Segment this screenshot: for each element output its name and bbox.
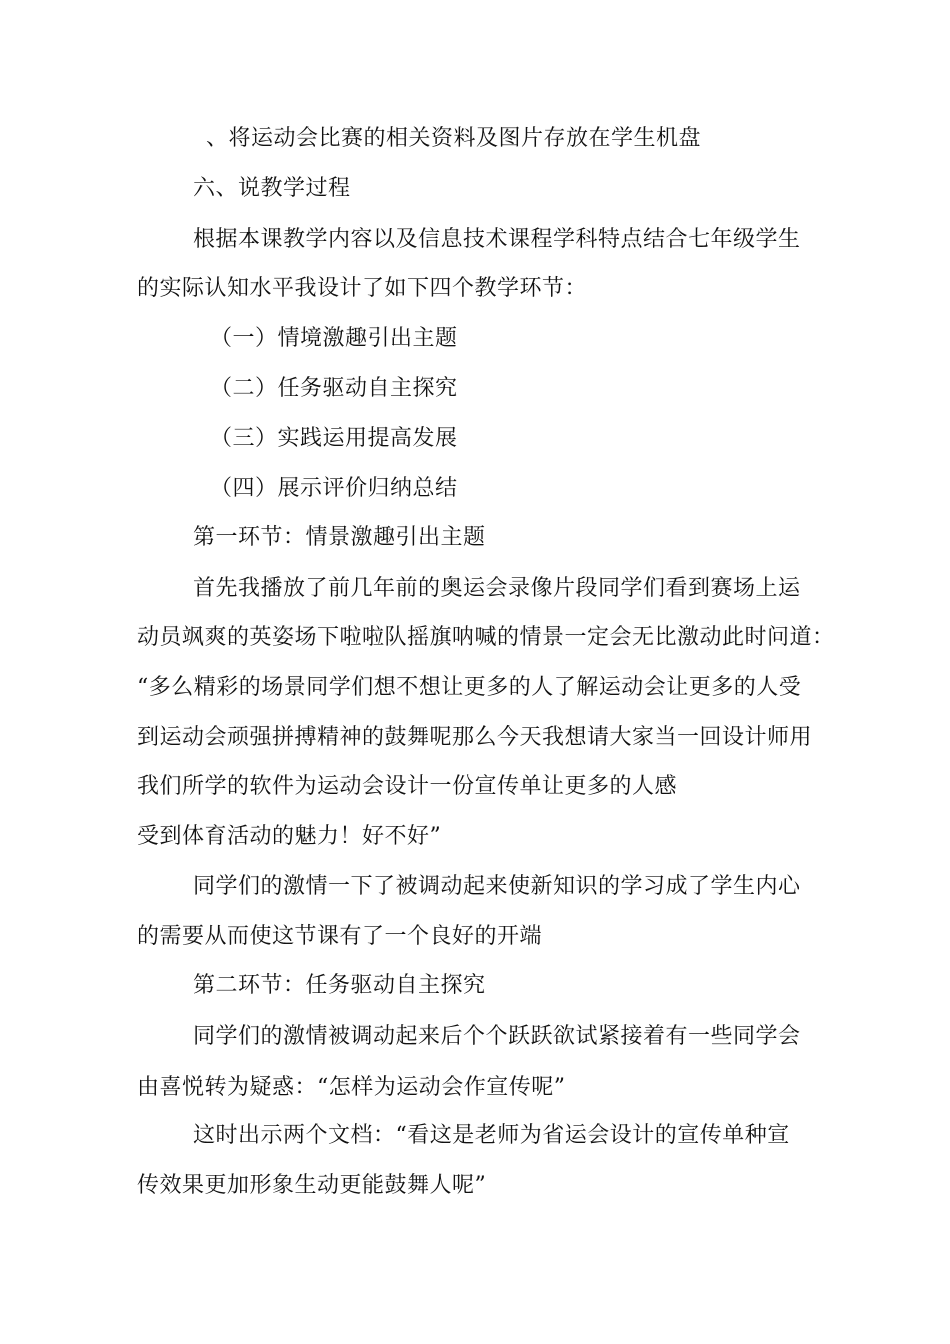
text-line: 根据本课教学内容以及信息技术课程学科特点结合七年级学生 <box>193 227 801 252</box>
text-line: 受到体育活动的魅力！好不好” <box>137 824 442 849</box>
text-line: 同学们的激情一下了被调动起来使新知识的学习成了学生内心 <box>193 874 801 899</box>
text-line: 的需要从而使这节课有了一个良好的开端 <box>137 924 543 949</box>
text-line: 我们所学的软件为运动会设计一份宣传单让更多的人感 <box>137 774 678 799</box>
text-line: 动员飒爽的英姿场下啦啦队摇旗呐喊的情景一定会无比激动此时问道： <box>137 625 835 650</box>
text-line: 、将运动会比赛的相关资料及图片存放在学生机盘 <box>206 126 702 151</box>
section-heading: 第一环节：情景激趣引出主题 <box>193 525 486 550</box>
text-line: 的实际认知水平我设计了如下四个教学环节： <box>137 276 588 301</box>
section-heading: 六、说教学过程 <box>193 176 351 201</box>
text-line: 由喜悦转为疑惑：“怎样为运动会作宣传呢” <box>137 1075 566 1100</box>
list-item: （一）情境激趣引出主题 <box>210 326 458 351</box>
text-line: “多么精彩的场景同学们想不想让更多的人了解运动会让更多的人受 <box>137 675 802 700</box>
text-line: 首先我播放了前几年前的奥运会录像片段同学们看到赛场上运 <box>193 576 801 601</box>
list-item: （二）任务驱动自主探究 <box>210 376 458 401</box>
list-item: （三）实践运用提高发展 <box>210 426 458 451</box>
text-line: 这时出示两个文档：“看这是老师为省运会设计的宣传单种宣 <box>193 1123 790 1148</box>
section-heading: 第二环节：任务驱动自主探究 <box>193 973 486 998</box>
text-line: 到运动会顽强拼搏精神的鼓舞呢那么今天我想请大家当一回设计师用 <box>137 725 813 750</box>
text-line: 同学们的激情被调动起来后个个跃跃欲试紧接着有一些同学会 <box>193 1024 801 1049</box>
text-line: 传效果更加形象生动更能鼓舞人呢” <box>137 1173 487 1198</box>
list-item: （四）展示评价归纳总结 <box>210 476 458 501</box>
